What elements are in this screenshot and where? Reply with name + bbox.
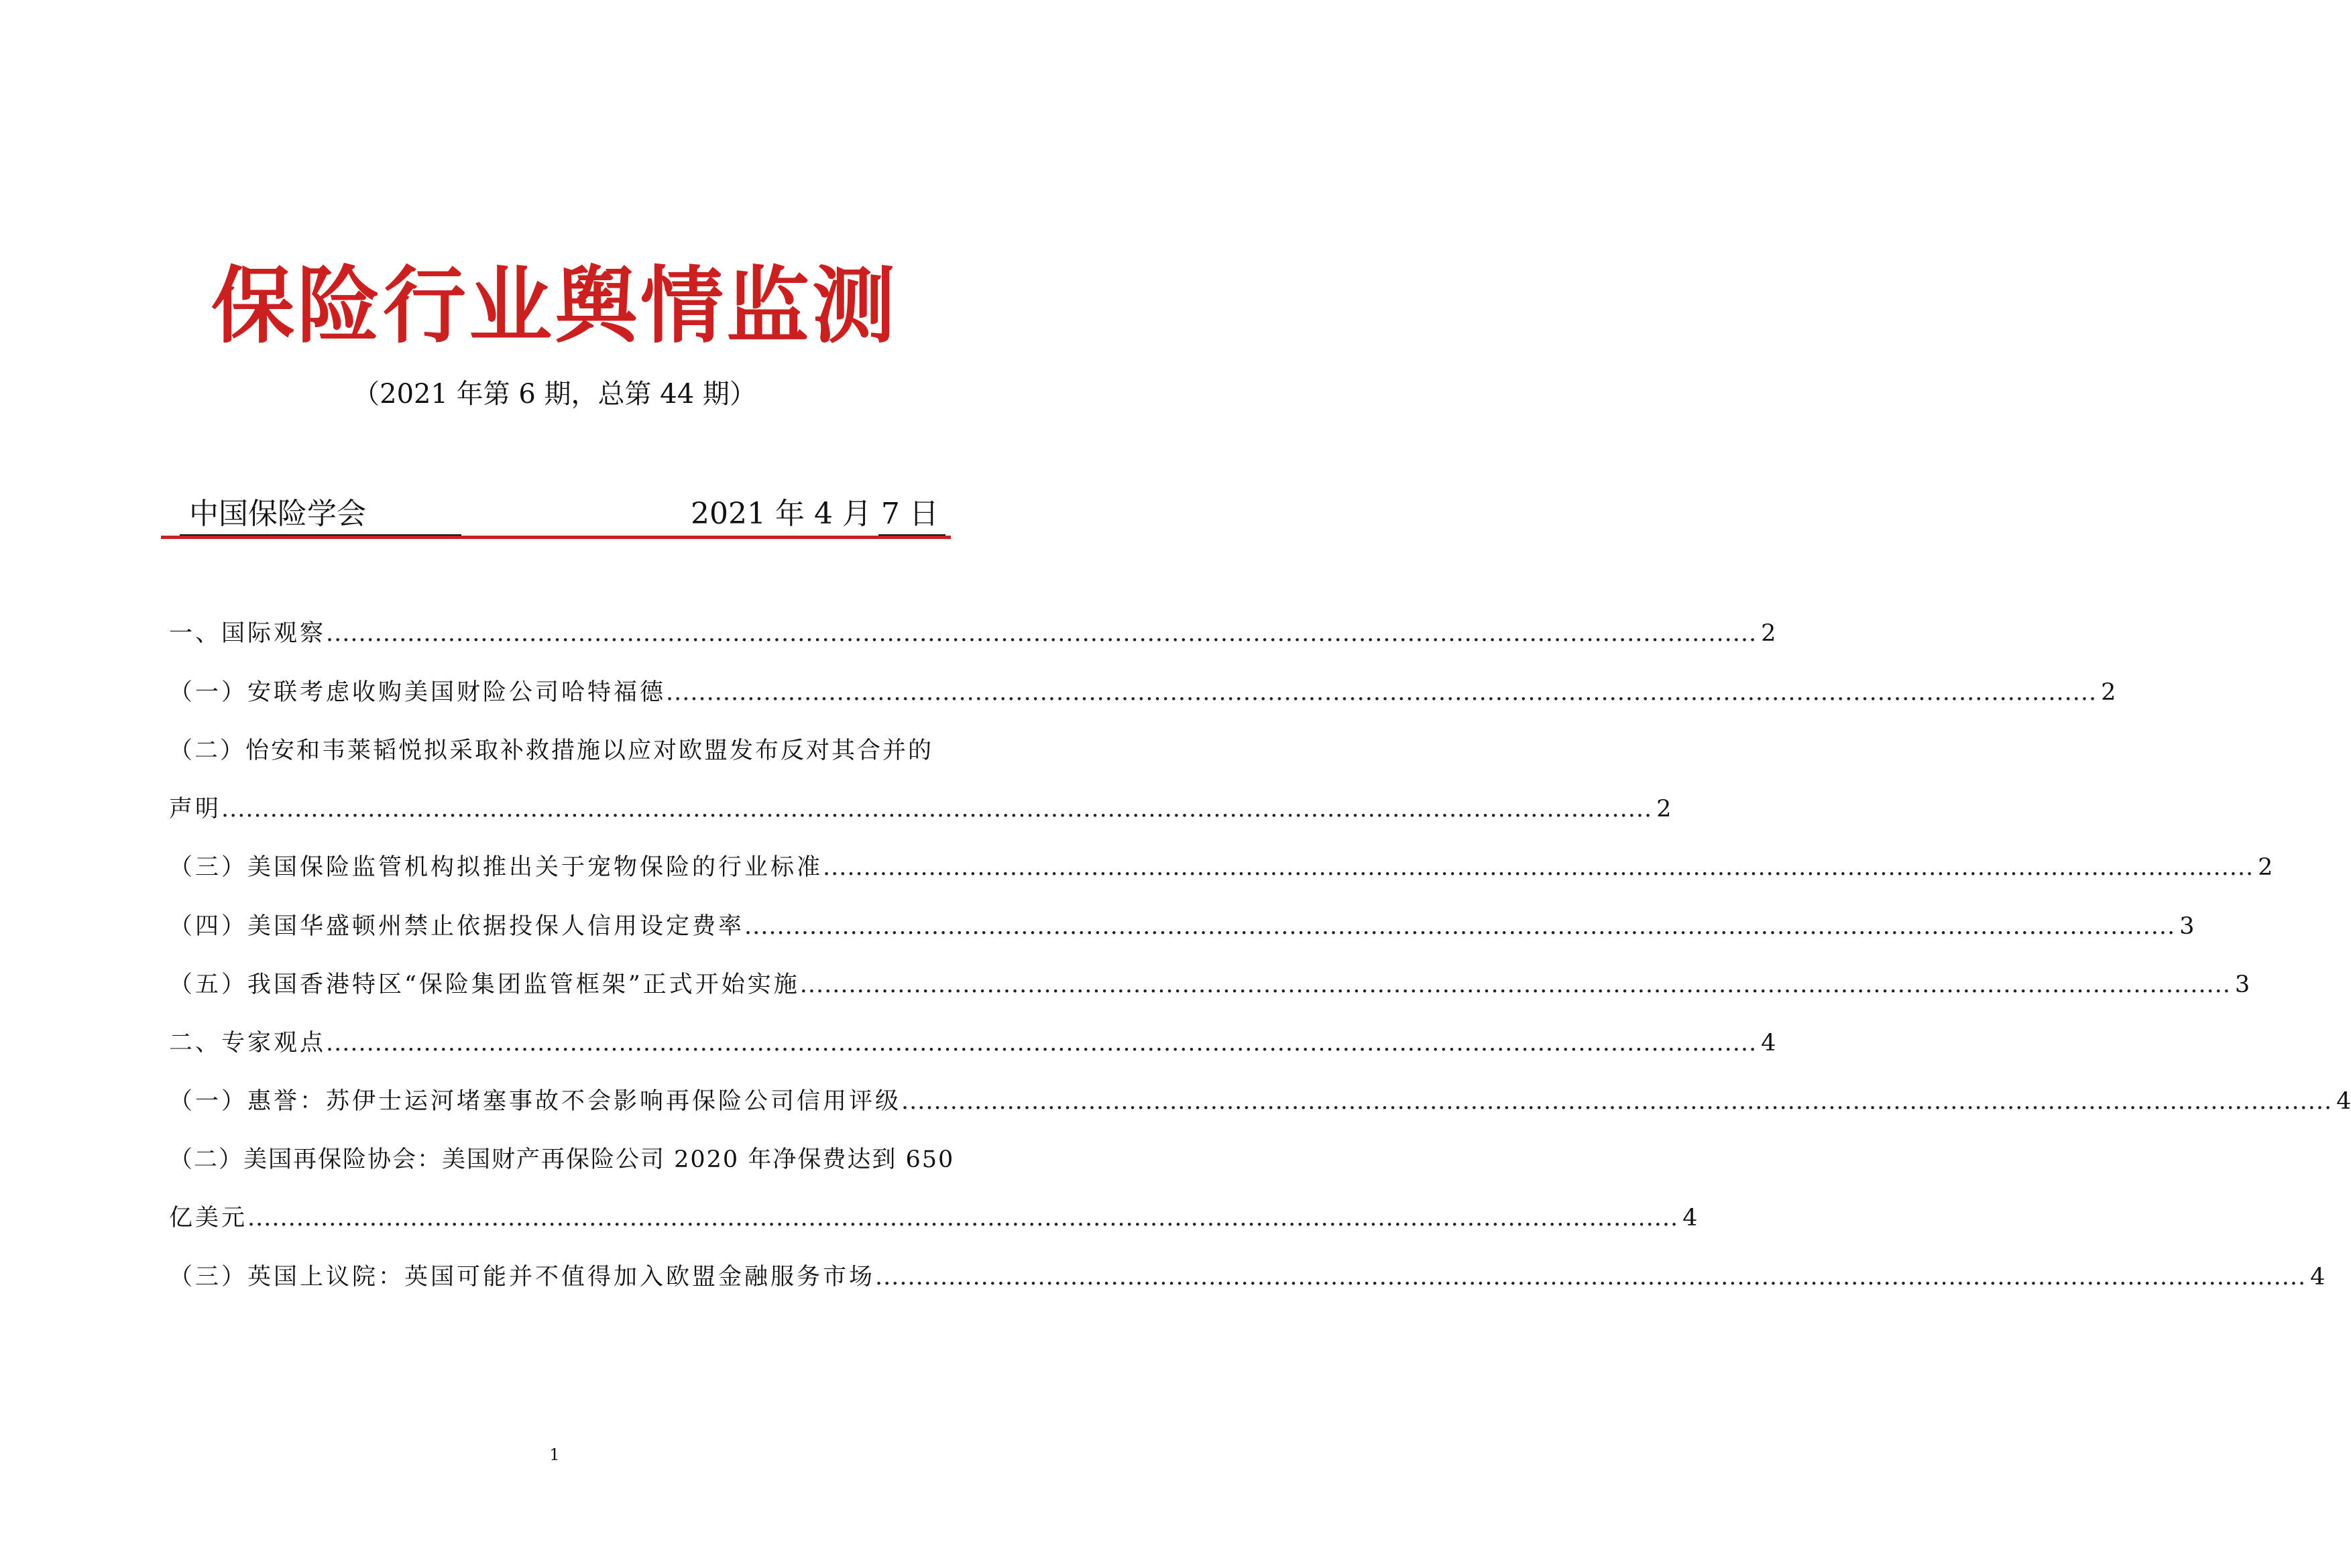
toc-entry[interactable]: [169, 1257, 2326, 1297]
toc-entry-title: （二）美国再保险协会：美国财产再保险公司 2020 年净保费达到 650: [169, 1146, 955, 1173]
toc-entry[interactable]: [169, 906, 2195, 947]
header-divider: [161, 536, 951, 539]
toc-entry-page: 3: [2234, 971, 2250, 998]
toc-entry[interactable]: [169, 731, 947, 771]
document-title: 保险行业舆情监测: [211, 258, 898, 355]
toc-leader: ................................................................................................................................................................................: [221, 796, 1653, 823]
toc-entry-page: 4: [1682, 1205, 1698, 1231]
toc-entry-continued[interactable]: [169, 789, 1672, 829]
toc-entry-title: 一、国际观察: [169, 620, 327, 647]
toc-entry[interactable]: [169, 847, 2273, 888]
toc-entry-title: （四）美国华盛顿州禁止依据投保人信用设定费率: [169, 913, 745, 940]
toc-entry-title: （一）安联考虑收购美国财险公司哈特福德: [169, 679, 667, 706]
toc-entry-page: 3: [2179, 913, 2195, 940]
toc-entry-page: 2: [2101, 679, 2116, 706]
toc-entry-page: 2: [2258, 854, 2273, 881]
toc-entry-title: 二、专家观点: [169, 1030, 327, 1057]
issue-number: （2021 年第 6 期，总第 44 期）: [353, 379, 756, 410]
toc-entry-title: （三）美国保险监管机构拟推出关于宠物保险的行业标准: [169, 854, 823, 881]
toc-entry[interactable]: [169, 613, 1776, 654]
toc-leader: ................................................................................................................................................................................: [247, 1205, 1679, 1231]
toc-leader: ................................................................................................................................................................................: [901, 1088, 2333, 1115]
toc-entry-title: （二）怡安和韦莱韬悦拟采取补救措施以应对欧盟发布反对其合并的: [169, 737, 934, 764]
toc-leader: ................................................................................................................................................................................: [744, 913, 2176, 940]
toc-entry[interactable]: [169, 1023, 1776, 1063]
toc-entry[interactable]: [169, 672, 2116, 713]
toc-leader: ................................................................................................................................................................................: [823, 854, 2254, 881]
toc-entry[interactable]: [169, 1081, 2351, 1122]
page-number: 1: [549, 1445, 560, 1464]
toc-entry-title: （一）惠誉：苏伊士运河堵塞事故不会影响再保险公司信用评级: [169, 1088, 902, 1115]
toc-leader: ................................................................................................................................................................................: [799, 971, 2231, 998]
toc-entry[interactable]: [169, 965, 2250, 1005]
toc-entry-title: （三）英国上议院：英国可能并不值得加入欧盟金融服务市场: [169, 1264, 876, 1290]
toc-entry-page: 2: [1656, 796, 1672, 823]
toc-entry-title: 声明: [169, 796, 222, 823]
toc-entry-page: 2: [1761, 620, 1776, 647]
toc-leader: ................................................................................................................................................................................: [666, 679, 2098, 706]
toc-entry-page: 4: [2336, 1088, 2351, 1115]
toc-leader: ................................................................................................................................................................................: [326, 1030, 1758, 1057]
toc-entry-title: 亿美元: [169, 1205, 248, 1231]
toc-entry[interactable]: [169, 1140, 955, 1180]
toc-leader: ................................................................................................................................................................................: [875, 1264, 2307, 1290]
toc-entry-continued[interactable]: [169, 1198, 1698, 1238]
publish-date: 2021 年 4 月 7 日: [691, 497, 939, 531]
toc-leader: ................................................................................................................................................................................: [326, 620, 1758, 647]
publisher-name: 中国保险学会: [189, 497, 366, 531]
toc-entry-page: 4: [1761, 1030, 1776, 1057]
toc-entry-title: （五）我国香港特区“保险集团监管框架”正式开始实施: [169, 971, 800, 998]
toc-entry-page: 4: [2310, 1264, 2326, 1290]
